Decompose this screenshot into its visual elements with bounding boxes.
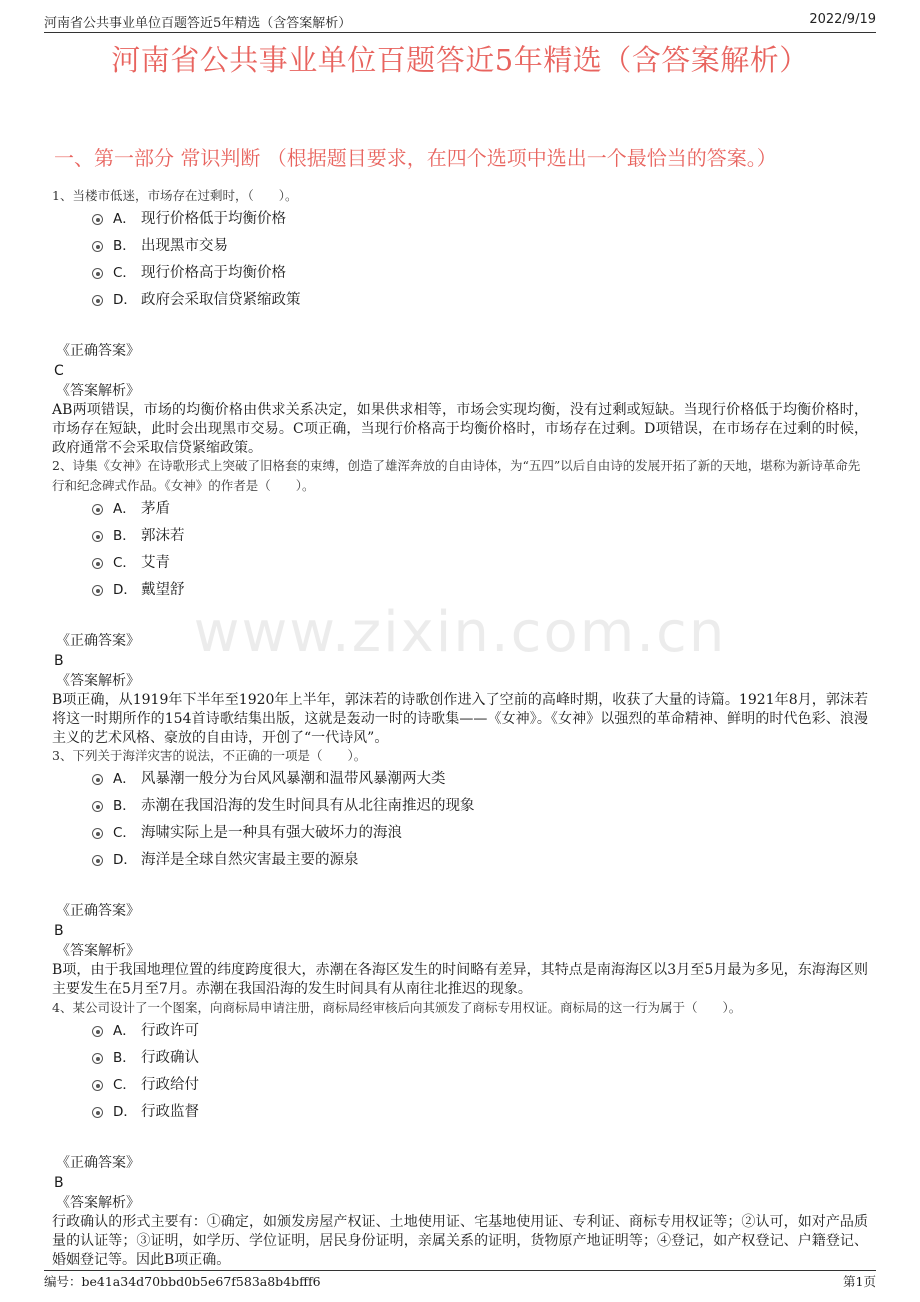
explanation-label: 《答案解析》: [56, 943, 140, 959]
radio-icon[interactable]: [92, 1080, 103, 1091]
option-b[interactable]: B． 出现黑市交易: [92, 235, 868, 262]
radio-icon[interactable]: [92, 214, 103, 225]
radio-icon[interactable]: [92, 828, 103, 839]
document-title: 河南省公共事业单位百题答近5年精选（含答案解析）: [111, 43, 809, 77]
radio-icon[interactable]: [92, 1053, 103, 1064]
question-stem: 2、诗集《女神》在诗歌形式上突破了旧格套的束缚，创造了雄浑奔放的自由诗体，为“五四”以后自由诗的发展开拓了新的天地，堪称为新诗革命先行和纪念碑式作品。《女神》的作者是（ ）。: [52, 458, 861, 493]
option-d[interactable]: D． 戴望舒: [92, 579, 868, 606]
radio-icon[interactable]: [92, 531, 103, 542]
option-b[interactable]: B． 行政确认: [92, 1047, 868, 1074]
answer-value: B: [54, 923, 64, 939]
answer-block: [52, 1153, 868, 1270]
radio-icon[interactable]: [92, 295, 103, 306]
question-stem: 4、某公司设计了一个图案，向商标局申请注册，商标局经审核后向其颁发了商标专用权证。商标局的这一行为属于（ ）。: [52, 1000, 742, 1015]
answer-value: C: [54, 363, 64, 379]
explanation-text: AB两项错误，市场的均衡价格由供求关系决定，如果供求相等，市场会实现均衡，没有过剩或短缺。当现行价格低于均衡价格时，市场存在短缺，此时会出现黑市交易。C项正确，当现行价格高于均衡价格时，市场存在过剩。D项错误，在市场存在过剩的时候，政府通常不会采取信贷紧缩政策。: [52, 402, 868, 456]
watermark: www.zixin.com.cn: [193, 600, 727, 665]
option-d[interactable]: D． 海洋是全球自然灾害最主要的源泉: [92, 849, 868, 876]
answer-label: 《正确答案》: [56, 1155, 140, 1171]
answer-block: [52, 631, 868, 748]
explanation-text: B项正确，从1919年下半年至1920年上半年，郭沫若的诗歌创作进入了空前的高峰时期，收获了大量的诗篇。1921年8月，郭沫若将这一时期所作的154首诗歌结集出版，这就是轰动一时的诗歌集——《女神》。《女神》以强烈的革命精神、鲜明的时代色彩、浪漫主义的艺术风格、豪放的自由诗，开创了“一代诗风”。: [52, 692, 868, 746]
option-c[interactable]: C． 艾青: [92, 552, 868, 579]
option-a[interactable]: A． 现行价格低于均衡价格: [92, 208, 868, 235]
answer-label: 《正确答案》: [56, 903, 140, 919]
radio-icon[interactable]: [92, 558, 103, 569]
options-list: [92, 1020, 868, 1128]
explanation-text: B项，由于我国地理位置的纬度跨度很大，赤潮在各海区发生的时间略有差异，其特点是南海海区以3月至5月最为多见，东海海区则主要发生在5月至7月。赤潮在我国沿海的发生时间具有从南往北推迟的现象。: [52, 962, 868, 997]
header-doc-title: 河南省公共事业单位百题答近5年精选（含答案解析）: [44, 16, 352, 31]
answer-value: B: [54, 1175, 64, 1191]
question-1: [52, 186, 868, 458]
radio-icon[interactable]: [92, 1107, 103, 1118]
option-a[interactable]: A． 风暴潮一般分为台风风暴潮和温带风暴潮两大类: [92, 768, 868, 795]
radio-icon[interactable]: [92, 1026, 103, 1037]
answer-label: 《正确答案》: [56, 633, 140, 649]
option-c[interactable]: C． 海啸实际上是一种具有强大破坏力的海浪: [92, 822, 868, 849]
option-d[interactable]: D． 行政监督: [92, 1101, 868, 1128]
option-b[interactable]: B． 郭沫若: [92, 525, 868, 552]
option-c[interactable]: C． 行政给付: [92, 1074, 868, 1101]
header-date: 2022/9/19: [809, 12, 876, 27]
page-number: 第1页: [843, 1274, 876, 1289]
explanation-label: 《答案解析》: [56, 673, 140, 689]
answer-value: B: [54, 653, 64, 669]
option-c[interactable]: C． 现行价格高于均衡价格: [92, 262, 868, 289]
radio-icon[interactable]: [92, 504, 103, 515]
explanation-text: 行政确认的形式主要有：①确定，如颁发房屋产权证、土地使用证、宅基地使用证、专利证、商标专用权证等；②认可，如对产品质量的认证等；③证明，如学历、学位证明，居民身份证明，亲属关系的证明，货物原产地证明等；④登记，如产权登记、户籍登记、婚姻登记等。因此B项正确。: [52, 1214, 868, 1268]
question-stem: 3、下列关于海洋灾害的说法，不正确的一项是（ ）。: [52, 748, 367, 763]
page-footer: [44, 1270, 876, 1291]
radio-icon[interactable]: [92, 774, 103, 785]
options-list: [92, 768, 868, 876]
question-4: [52, 998, 868, 1270]
explanation-label: 《答案解析》: [56, 383, 140, 399]
radio-icon[interactable]: [92, 268, 103, 279]
radio-icon[interactable]: [92, 855, 103, 866]
option-a[interactable]: A． 茅盾: [92, 498, 868, 525]
radio-icon[interactable]: [92, 801, 103, 812]
radio-icon[interactable]: [92, 241, 103, 252]
answer-block: [52, 901, 868, 999]
section-heading: 一、第一部分 常识判断 （根据题目要求，在四个选项中选出一个最恰当的答案。）: [54, 146, 777, 170]
radio-icon[interactable]: [92, 585, 103, 596]
answer-label: 《正确答案》: [56, 343, 140, 359]
explanation-label: 《答案解析》: [56, 1195, 140, 1211]
document-id: 编号：be41a34d70bbd0b5e67f583a8b4bfff6: [44, 1274, 321, 1289]
question-3: [52, 746, 868, 999]
option-a[interactable]: A． 行政许可: [92, 1020, 868, 1047]
options-list: [92, 208, 868, 316]
option-b[interactable]: B． 赤潮在我国沿海的发生时间具有从北往南推迟的现象: [92, 795, 868, 822]
answer-block: [52, 341, 868, 458]
options-list: [92, 498, 868, 606]
question-2: [52, 456, 868, 748]
question-stem: 1、当楼市低迷，市场存在过剩时，（ ）。: [52, 188, 298, 203]
option-d[interactable]: D． 政府会采取信贷紧缩政策: [92, 289, 868, 316]
page-header: [44, 12, 876, 33]
